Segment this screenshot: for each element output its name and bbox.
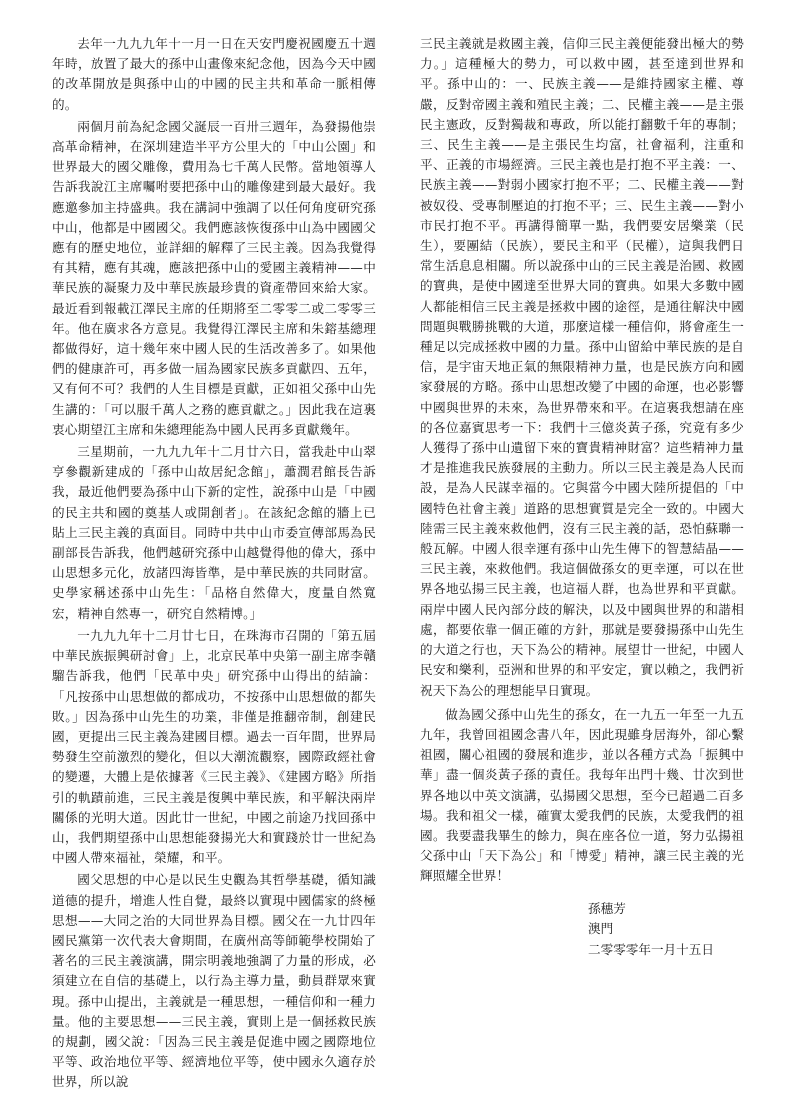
- left-column: [52, 34, 376, 1095]
- paragraph: 三星期前，一九九九年十二月廿六日，當我赴中山翠亨參觀新建成的「孫中山故居紀念館」，蕭潤君館長告訴我，最近他們要為孫中山下新的定性，說孫中山是「中國的民主共和國的奠基人或開創者」。在該紀念館的牆上已貼上三民主義的真面目。同時中共中山市委宣傳部馬為民副部長告訴我，他們越研究孫中山越覺得他的偉大，孫中山思想多元化，放諸四海皆準，是中華民族的共同財富。史學家稱述孫中山先生：「品格自然偉大，度量自然寬宏，精神自然專一，研究自然精博。」: [52, 444, 376, 621]
- paragraph: 一九九九年十二月廿七日，在珠海市召開的「第五屆中華民族振興研討會」上，北京民革中央第一副主席李贛騮告訴我，他們「民革中央」研究孫中山得出的結論：「凡按孫中山思想做的都成功，不按孫中山思想做的都失敗。」因為孫中山先生的功業，非僅是推翻帝制，創建民國，更提出三民主義為建國目標。過去一百年間，世界局勢發生空前激烈的變化，但以大潮流觀察，國際政經社會的變遷，大體上是依據著《三民主義》、《建國方略》所指引的軌蹟前進，三民主義是復興中華民族，和平解決兩岸關係的光明大道。因此廿一世紀，中國之前途乃找回孫中山，我們期望孫中山思想能發揚光大和實踐於廿一世紀為中國人帶來福祉，榮耀，和平。: [52, 627, 376, 866]
- paragraph-continued: 三民主義就是救國主義，信仰三民主義便能發出極大的勢力。」這種極大的勢力，可以救中國，甚至達到世界和平。孫中山的：一、民族主義——是維持國家主權、尊嚴，反對帝國主義和殖民主義；二、民權主義——是主張民主憲政，反對獨裁和專政，所以能打翻數千年的專制；三、民生主義——是主張民生均富，社會福利，注重和平、正義的市場經濟。三民主義也是打抱不平主義：一、民族主義——對弱小國家打抱不平；二、民權主義——對被奴役、受專制壓迫的打抱不平；三、民生主義——對小市民打抱不平。再講得簡單一點，我們要安居樂業（民生），要團結（民族），要民主和平（民權），這與我們日常生活息息相關。所以說孫中山的三民主義是治國、救國的寶典，是使中國達至世界大同的寶典。如果大多數中國人都能相信三民主義是拯救中國的途徑，是通往解決中國問題與戰勝挑戰的大道，那麼這樣一種信仰，將會產生一種足以完成拯救中國的力量。孫中山留給中華民族的是自信，是宇宙天地正氣的無限精神力量，也是民族方向和國家發展的方略。孫中山思想改變了中國的命運，也必影響中國與世界的未來，為世界帶來和平。在這裏我想請在座的各位嘉賓思考一下：我們十三億炎黃子孫，究竟有多少人獲得了孫中山遺留下來的寶貴精神財富？這些精神力量才是推進我民族發展的主動力。所以三民主義是為人民而設，是為人民謀幸福的。它與當今中國大陸所提倡的「中國特色社會主義」道路的思想實質是完全一致的。中國大陸需三民主義來救他們，沒有三民主義的話，恐怕蘇聯一般瓦解。中國人很幸運有孫中山先生傳下的智慧結晶——三民主義，來救他們。我這個做孫女的更幸運，可以在世界各地弘揚三民主義，也這福人群，也為世界和平貢獻。兩岸中國人民內部分歧的解決，以及中國與世界的和諧相處，都要依靠一個正確的方針，那就是要發揚孫中山先生的大道之行也，天下為公的精神。展望廿一世紀，中國人民安和樂利，亞洲和世界的和平安定，實以賴之，我們祈祝天下為公的理想能早日實現。: [420, 36, 744, 698]
- paragraph: 做為國父孫中山先生的孫女，在一九五一年至一九五九年，我曾回祖國念書八年，因此現雖身居海外，卻心繫祖國，關心祖國的發展和進步，並以各種方式為「振興中華」盡一個炎黃子孫的責任。我每年出門十幾、廿次到世界各地以中英文演講，弘揚國父思想，至今已超過二百多場。我和祖父一樣，確實太愛我們的民族，太愛我們的祖國。我要盡我畢生的餘力，與在座各位一道，努力弘揚祖父孫中山「天下為公」和「博愛」精神，讓三民主義的光輝照耀全世界！: [420, 706, 744, 884]
- paragraph: 國父思想的中心是以民生史觀為其哲學基礎，循知識道德的提升，增進人性自覺，最終以實現中國儒家的終極思想——大同之治的大同世界為目標。國父在一九廿四年國民黨第一次代表大會期間，在廣州高等師範學校開始了著名的三民主義演講，開宗明義地強調了力量的形成，必須建立在自信的基礎上，以行為主導力量，動員群眾來實現。孫中山提出，主義就是一種思想，一種信仰和一種力量。他的主要思想——三民主義，實則上是一個拯救民族的規劃，國父說：「因為三民主義是促進中國之國際地位平等、政治地位平等、經濟地位平等，使中國永久適存於世界，所以說: [52, 872, 376, 1090]
- signature-block: [588, 899, 744, 961]
- right-column: [420, 34, 744, 960]
- author-name: 孫穗芳: [588, 900, 626, 916]
- paragraph: 兩個月前為紀念國父誕辰一百卅三週年，為發揚他崇高革命精神，在深圳建造半平方公里大的「中山公園」和世界最大的國父雕像，費用為七千萬人民幣。當地領導人告訴我說江主席囑咐要把孫中山的雕像建到最大最好。我應邀參加主持盛典。我在講詞中強調了以任何角度研究孫中山，他都是中國國父。我們應該恢復孫中山為中國國父應有的歷史地位，並詳細的解釋了三民主義。因為我覺得有其精，應有其魂，應該把孫中山的愛國主義精神——中華民族的凝聚力及中華民族最珍貴的資產帶回來給大家。最近看到報載江澤民主席的任期將至二零零二或二零零三年。他在廣求各方意見。我覺得江澤民主席和朱鎔基總理都做得好，這十幾年來中國人民的生活改善多了。如果他們的健康許可，再多做一屆為國家民族多貢獻四、五年，又有何不可？我們的人生目標是貢獻，正如祖父孫中山先生講的：「可以服千萬人之務的應貢獻之。」因此我在這裏衷心期望江主席和朱總理能為中國人民再多貢獻幾年。: [52, 118, 376, 437]
- author-place: 澳門: [588, 921, 614, 937]
- author-date: 二零零零年一月十五日: [588, 941, 714, 957]
- paragraph: 去年一九九九年十一月一日在天安門慶祝國慶五十週年時，放置了最大的孫中山畫像來紀念他，因為今天中國的改革開放是與孫中山的中國的民主共和革命一脈相傳的。: [52, 36, 376, 112]
